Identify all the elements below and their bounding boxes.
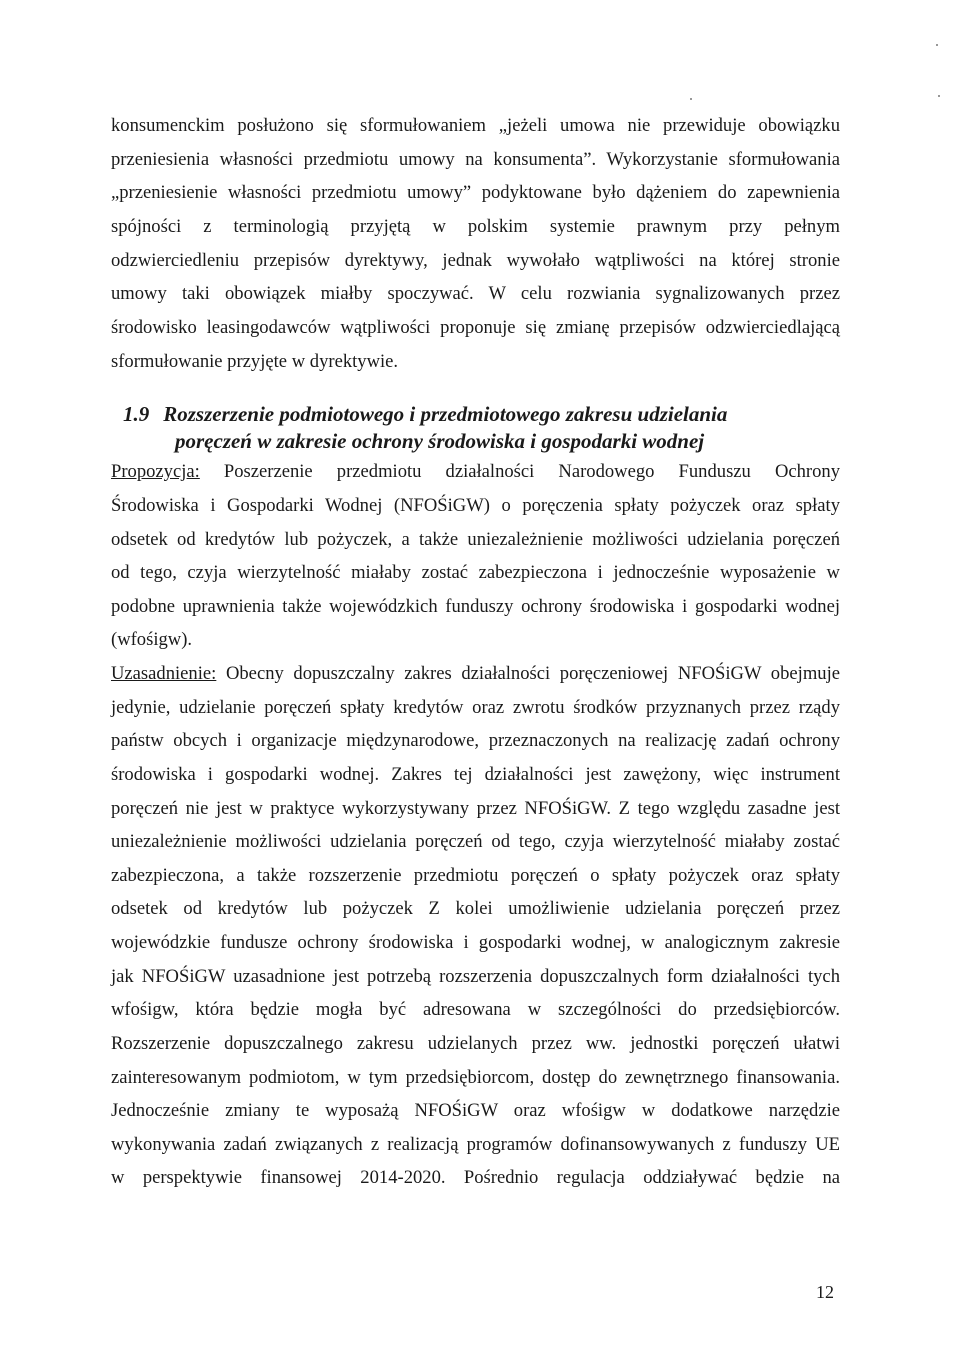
text-line: środowisko leasingodawców wątpliwości proponuje się zmianę przepisów odzwierciedlającą [111, 317, 840, 338]
section-title-part1: Rozszerzenie podmiotowego i przedmiotowego zakresu udzielania [163, 402, 728, 426]
text-line: podobne uprawnienia także wojewódzkich funduszy ochrony środowiska i gospodarki wodnej [111, 596, 840, 617]
text-line: odsetek od kredytów lub pożyczek, a także uniezależnienie możliwości udzielania poręczeń [111, 529, 840, 550]
text-line: od tego, czyja wierzytelność miałaby zostać zabezpieczona i jednocześnie wyposażenie w [111, 562, 840, 583]
section-heading-line1 [123, 401, 727, 427]
text-line: w perspektywie finansowej 2014-2020. Pośrednio regulacja oddziaływać będzie na [111, 1167, 840, 1188]
text-line: (wfośigw). [111, 629, 193, 650]
text-line: Rozszerzenie dopuszczalnego zakresu udzielanych przez ww. jednostki poręczeń ułatwi [111, 1033, 840, 1054]
scan-speck [936, 44, 938, 46]
text-line: „przeniesienie własności przedmiotu umowy” podyktowane było dążeniem do zapewnienia [111, 182, 840, 203]
section-heading-line2: poręczeń w zakresie ochrony środowiska i gospodarki wodnej [175, 429, 705, 453]
text-line: jak NFOŚiGW uzasadnione jest potrzebą rozszerzenia dopuszczalnych form działalności tych [111, 966, 840, 987]
text-line: odsetek od kredytów lub pożyczek Z kolei umożliwienie udzielania poręczeń przez [111, 898, 840, 919]
text-line: wojewódzkie fundusze ochrony środowiska i gospodarki wodnej, w analogicznym zakresie [111, 932, 840, 953]
propozycja-label: Propozycja: [111, 461, 200, 482]
text-line: Jednocześnie zmiany te wyposażą NFOŚiGW oraz wfośigw w dodatkowe narzędzie [111, 1100, 840, 1121]
text-line: wykonywania zadań związanych z realizacją programów dofinansowywanych z funduszy UE [111, 1134, 840, 1155]
text-line: środowiska i gospodarki wodnej. Zakres tej działalności jest zawężony, więc instrument [111, 764, 840, 785]
text-line: konsumenckim posłużono się sformułowaniem „jeżeli umowa nie przewiduje obowiązku [111, 115, 840, 136]
scan-speck [938, 95, 940, 97]
scan-speck [690, 98, 692, 100]
text-line: wfośigw, która będzie mogła być adresowana w szczególności do przedsiębiorców. [111, 999, 840, 1020]
page-number: 12 [816, 1282, 834, 1302]
text-line [111, 460, 840, 484]
text-line: odzwierciedleniu przepisów dyrektywy, jednak wywołało wątpliwości na której stronie [111, 250, 840, 271]
text-line: zainteresowanym podmiotom, w tym przedsiębiorcom, dostęp do zewnętrznego finansowania. [111, 1067, 840, 1088]
text-line: przeniesienia własności przedmiotu umowy na konsumenta”. Wykorzystanie sformułowania [111, 149, 840, 170]
text-line: Środowiska i Gospodarki Wodnej (NFOŚiGW) o poręczenia spłaty pożyczek oraz spłaty [111, 495, 840, 516]
text-line: państw obcych i organizacje międzynarodowe, przeznaczonych na realizację zadań ochrony [111, 730, 840, 751]
text-line: umowy taki obowiązek miałby spoczywać. W celu rozwiania sygnalizowanych przez [111, 283, 840, 304]
text-line [111, 662, 840, 686]
uzasadnienie-label: Uzasadnienie: [111, 663, 217, 684]
text-line: zabezpieczona, a także rozszerzenie przedmiotu poręczeń o spłaty pożyczek oraz spłaty [111, 865, 840, 886]
text-line: poręczeń nie jest w praktyce wykorzystywany przez NFOŚiGW. Z tego względu zasadne jest [111, 798, 840, 819]
uzasadnienie-text: Obecny dopuszczalny zakres działalności poręczeniowej NFOŚiGW obejmuje [216, 663, 840, 684]
text-line: jedynie, udzielanie poręczeń spłaty kredytów oraz zwrotu środków przyznanych przez rządy [111, 697, 840, 718]
text-line: spójności z terminologią przyjętą w polskim systemie prawnym przy pełnym [111, 216, 840, 237]
propozycja-text: Poszerzenie przedmiotu działalności Narodowego Funduszu Ochrony [199, 461, 840, 482]
text-line: sformułowanie przyjęte w dyrektywie. [111, 351, 399, 372]
section-number: 1.9 [123, 402, 150, 426]
text-line: uniezależnienie możliwości udzielania poręczeń od tego, czyja wierzytelność miałaby zostać [111, 831, 840, 852]
